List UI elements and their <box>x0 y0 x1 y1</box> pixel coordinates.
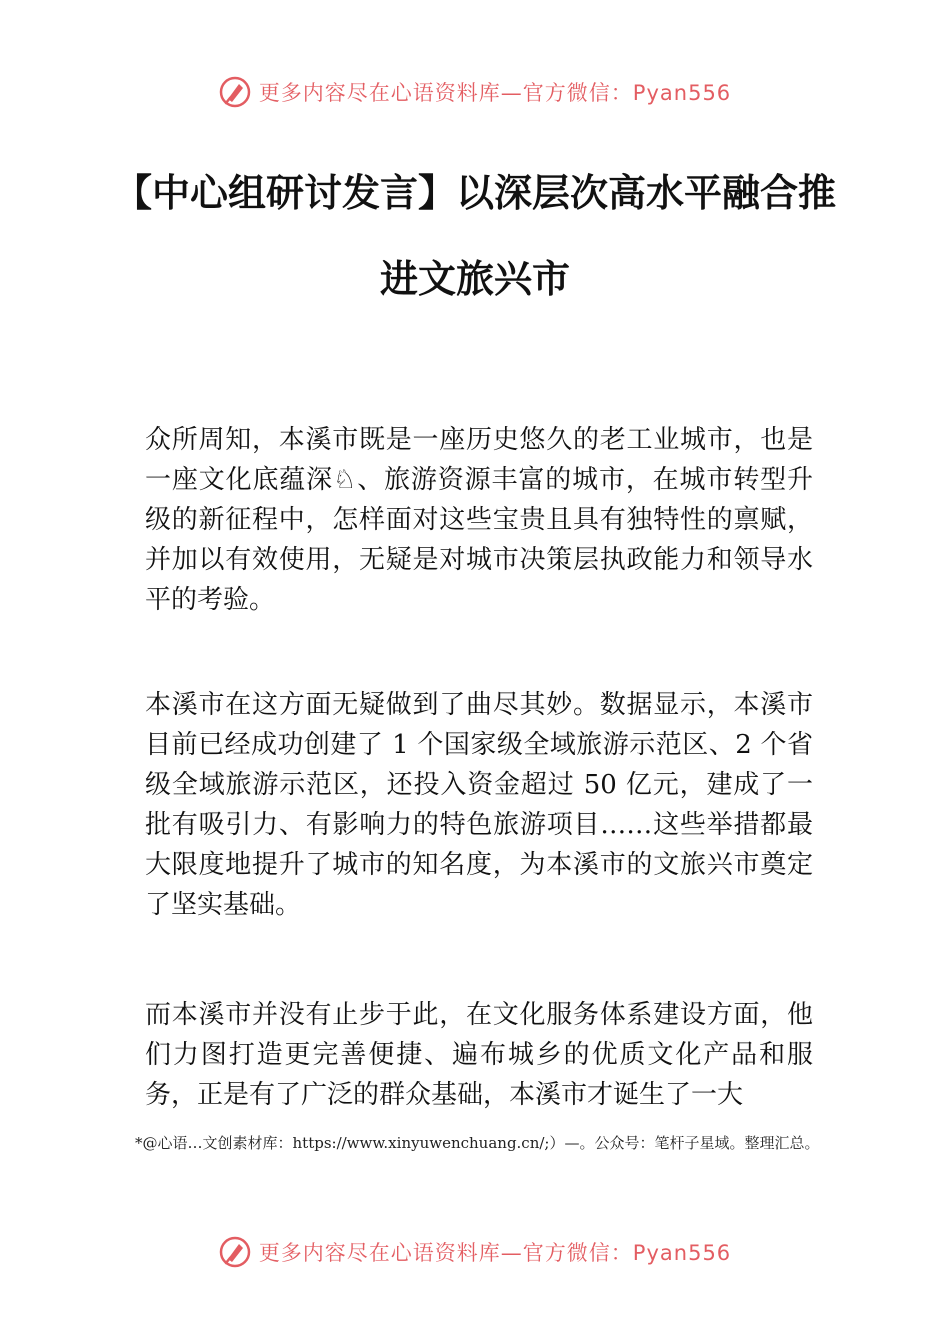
paragraph-3: 而本溪市并没有止步于此，在文化服务体系建设方面，他们力图打造更完善便捷、遍布城乡的优质文化产品和服务，正是有了广泛的群众基础，本溪市才诞生了一大 <box>145 1000 813 1110</box>
pen-nib-logo-icon <box>219 76 251 108</box>
paragraph-1: 众所周知，本溪市既是一座历史悠久的老工业城市，也是一座文化底蕴深♘、旅游资源丰富的城市，在城市转型升级的新征程中，怎样面对这些宝贵且具有独特性的禀赋，并加以有效使用，无疑是对城市决策层执政能力和领导水平的考验。 <box>145 425 813 615</box>
footer-watermark-banner <box>0 1232 950 1272</box>
header-watermark-banner <box>0 72 950 112</box>
source-footnote: *@心语…文创素材库：https://www.xinyuwenchuang.cn/;）—。公众号：笔杆子星域。整理汇总。 <box>135 1134 820 1152</box>
paragraph-2: 本溪市在这方面无疑做到了曲尽其妙。数据显示，本溪市目前已经成功创建了 1 个国家级全域旅游示范区、2 个省级全域旅游示范区，还投入资金超过 50 亿元，建成了一批有吸引力、有影响力的特色旅游项目……这些举措都最大限度地提升了城市的知名度，为本溪市的文旅兴市奠定了坚实基础。 <box>145 690 813 920</box>
header-banner-text: 更多内容尽在心语资料库—官方微信：Pyan556 <box>258 81 732 105</box>
document-title: 【中心组研讨发言】以深层次高水平融合推进文旅兴市 <box>113 171 836 301</box>
footer-banner-text: 更多内容尽在心语资料库—官方微信：Pyan556 <box>258 1241 732 1265</box>
pen-nib-logo-icon <box>219 1236 251 1268</box>
